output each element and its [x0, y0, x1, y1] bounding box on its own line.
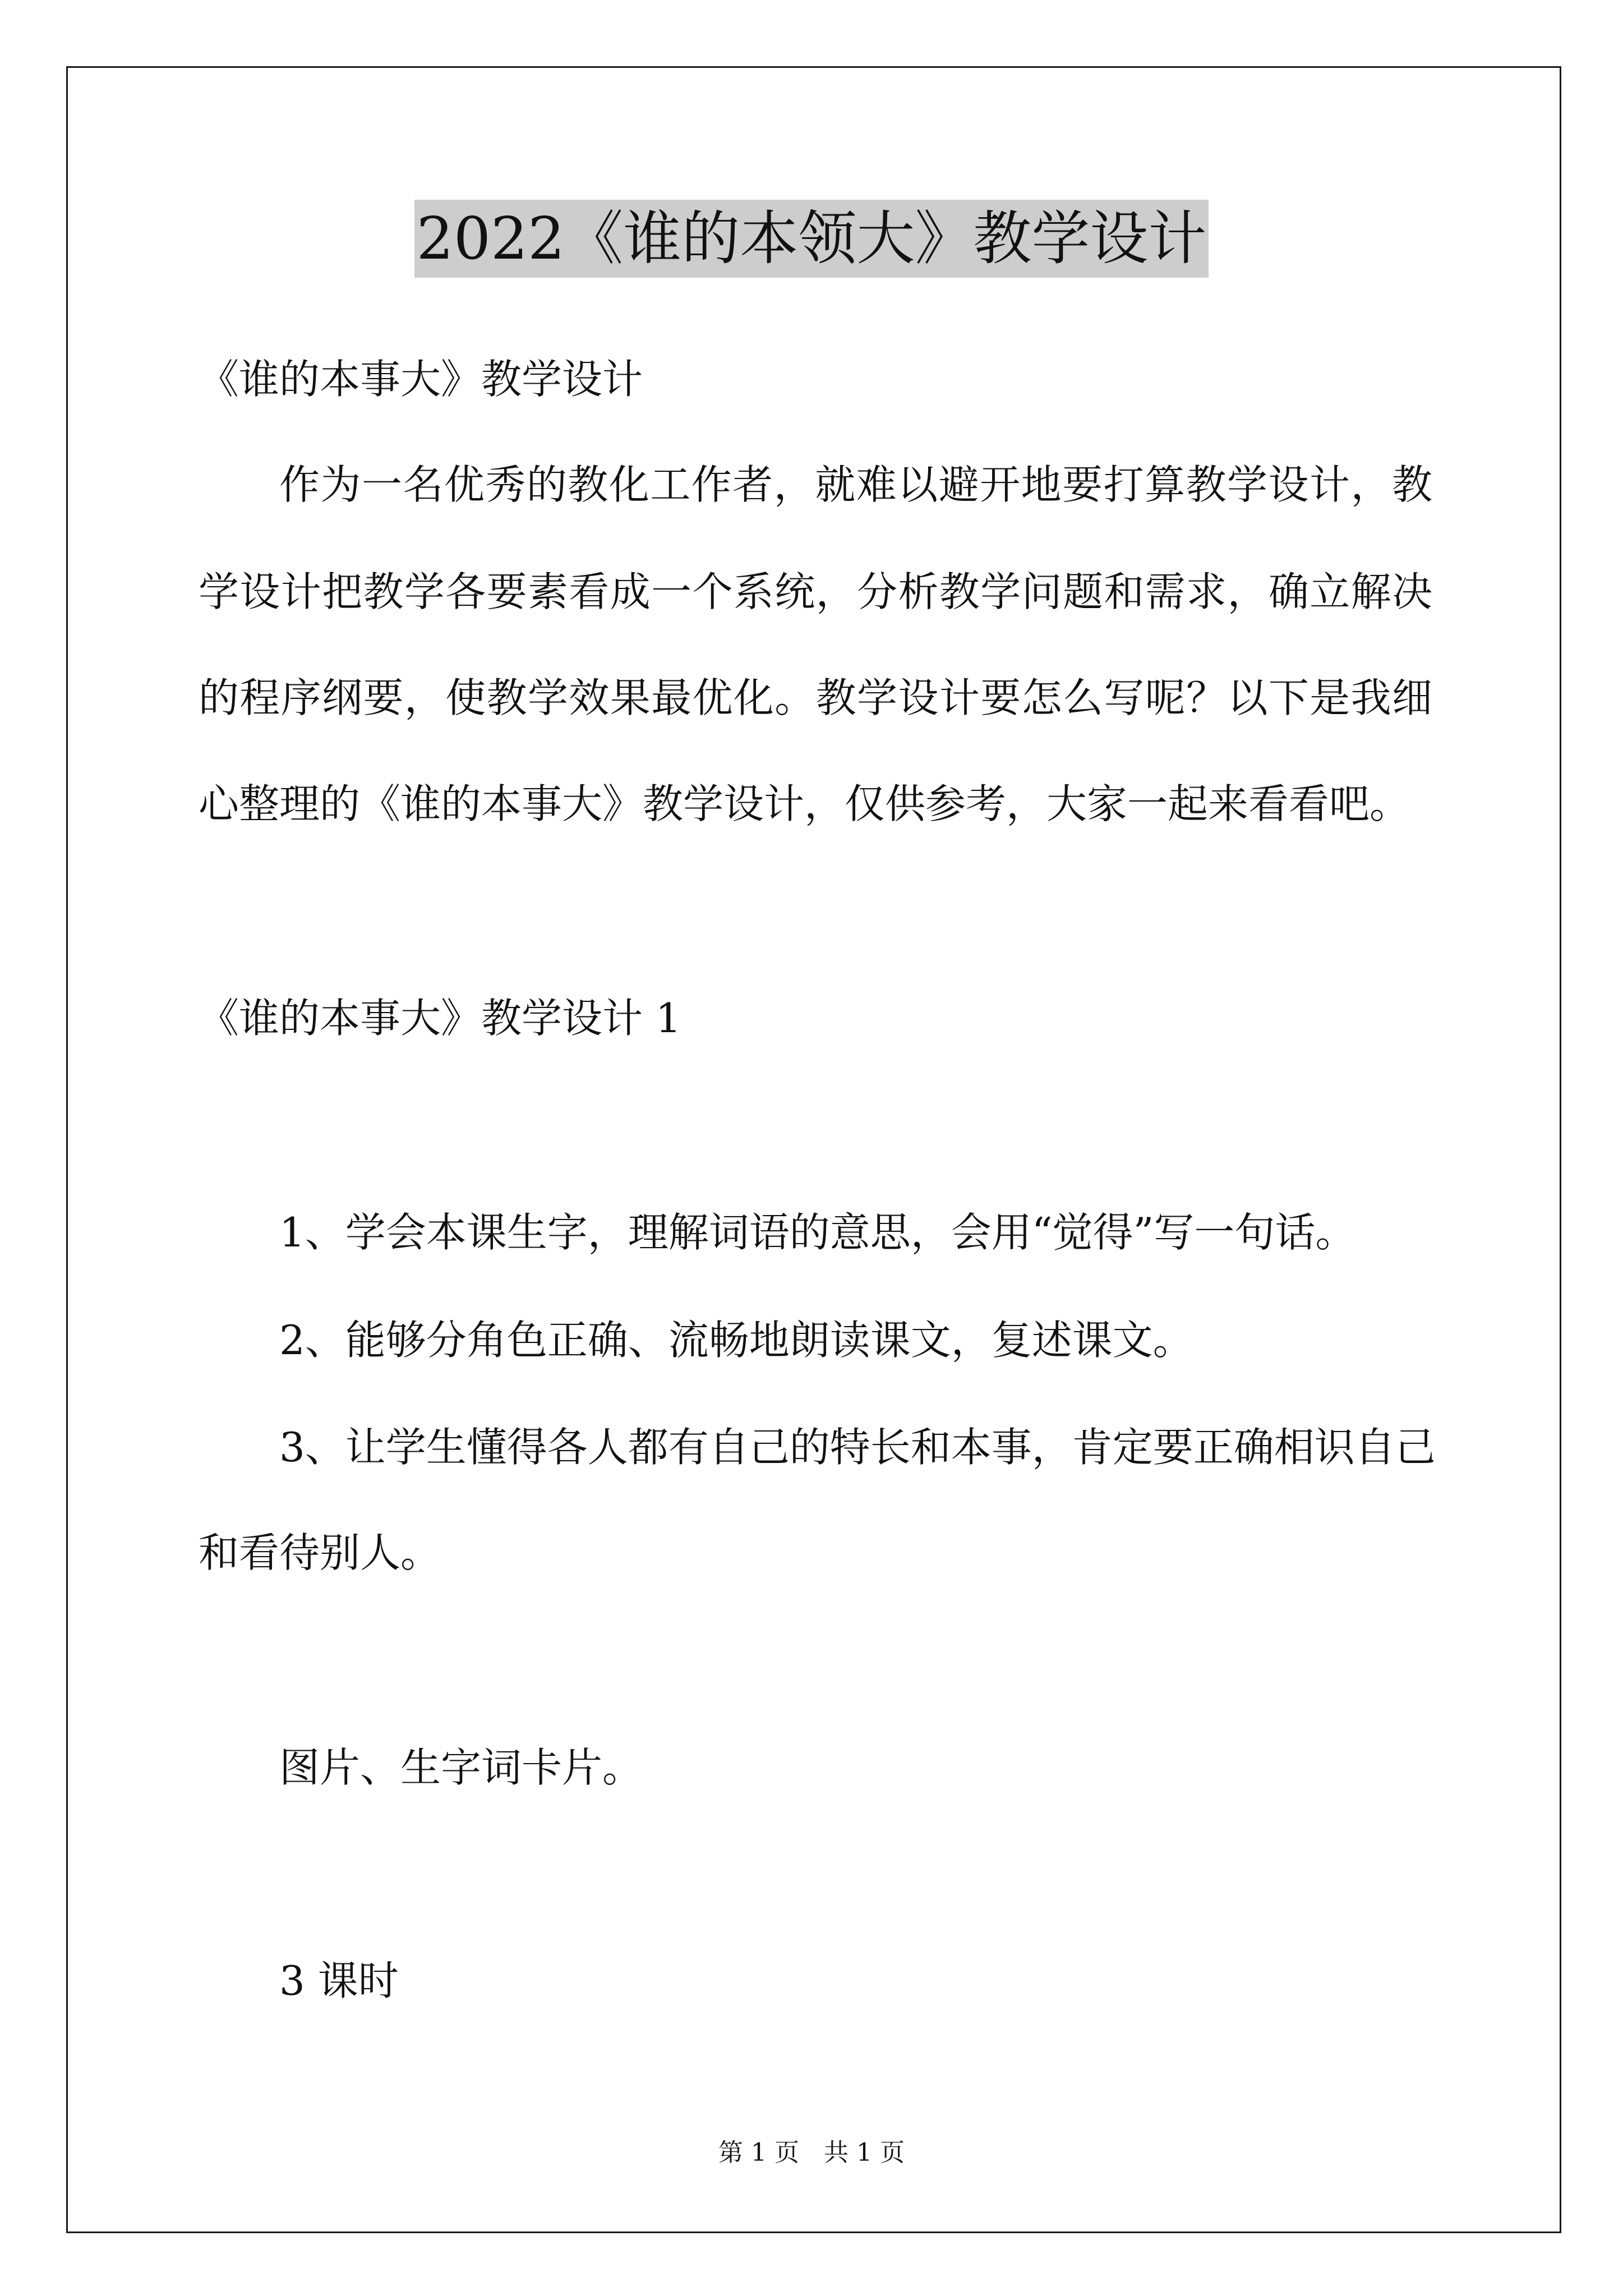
objective-item: 2、能够分角色正确、流畅地朗读课文，复述课文。	[279, 1317, 1193, 1364]
intro-line: 作为一名优秀的教化工作者，就难以避开地要打算教学设计，教	[279, 461, 1432, 508]
intro-line: 学设计把教学各要素看成一个系统，分析教学问题和需求，确立解决	[199, 568, 1432, 615]
page-footer: 第 1 页 共 1 页	[718, 2138, 905, 2167]
document-title: 2022《谁的本领大》教学设计	[414, 200, 1209, 278]
document-subtitle: 《谁的本事大》教学设计	[199, 356, 643, 403]
intro-line: 的程序纲要，使教学效果最优化。教学设计要怎么写呢？以下是我细	[199, 674, 1432, 721]
intro-line: 心整理的《谁的本事大》教学设计，仅供参考，大家一起来看看吧。	[199, 780, 1410, 827]
document-title-row	[0, 200, 1623, 278]
duration-text: 3 课时	[279, 1957, 399, 2004]
objective-item: 3、让学生懂得各人都有自己的特长和本事，肯定要正确相识自己	[279, 1424, 1436, 1471]
materials-text: 图片、生字词卡片。	[279, 1744, 643, 1791]
objective-item-continuation: 和看待别人。	[199, 1529, 441, 1576]
objective-item: 1、学会本课生字，理解词语的意思，会用“觉得”写一句话。	[279, 1209, 1356, 1256]
section-heading: 《谁的本事大》教学设计 1	[199, 995, 681, 1042]
